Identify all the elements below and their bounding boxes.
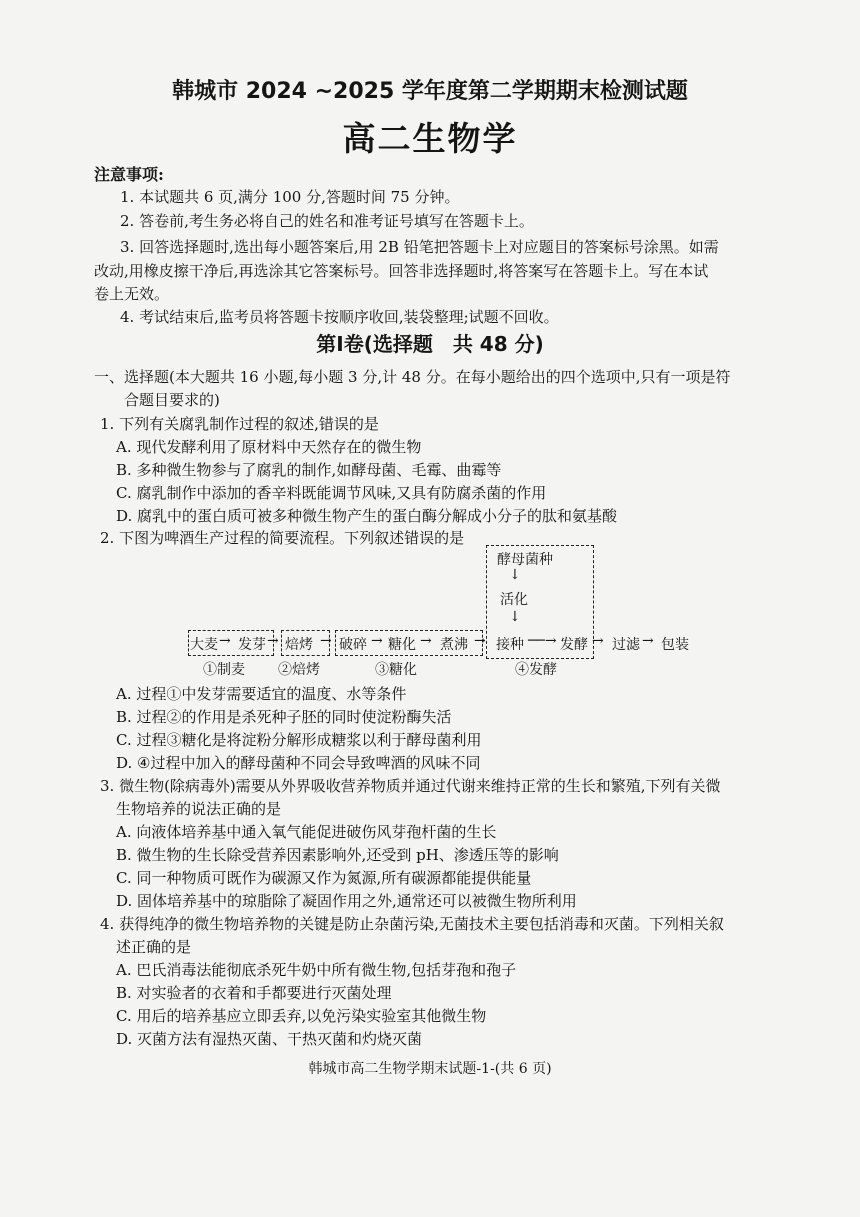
notice-item: 2. 答卷前,考生务必将自己的姓名和准考证号填写在答题卡上。 <box>120 212 534 230</box>
question-3-stem-cont: 生物培养的说法正确的是 <box>116 800 282 818</box>
question-1-option-b: B. 多种微生物参与了腐乳的制作,如酵母菌、毛霉、曲霉等 <box>116 461 502 479</box>
saccharify-dashed-box <box>335 630 483 656</box>
node-saccharify: 糖化 <box>388 637 416 653</box>
question-3-option-c: C. 同一种物质可既作为碳源又作为氮源,所有碳源都能提供能量 <box>116 869 532 887</box>
node-ferment: 发酵 <box>560 637 588 653</box>
step-label-1: ①制麦 <box>203 662 245 678</box>
arrow-right-icon: → <box>420 633 432 649</box>
notice-heading: 注意事项: <box>94 165 164 184</box>
question-3-option-a: A. 向液体培养基中通入氧气能促进破伤风芽孢杆菌的生长 <box>116 823 497 841</box>
question-3-option-b: B. 微生物的生长除受营养因素影响外,还受到 pH、渗透压等的影响 <box>116 846 559 864</box>
section-title: 第Ⅰ卷(选择题 共 48 分) <box>316 332 544 356</box>
question-4-option-a: A. 巴氏消毒法能彻底杀死牛奶中所有微生物,包括芽孢和孢子 <box>116 961 517 979</box>
notice-item: 1. 本试题共 6 页,满分 100 分,答题时间 75 分钟。 <box>120 188 460 206</box>
node-bake: 焙烤 <box>285 637 313 653</box>
yeast-dashed-box <box>486 545 594 659</box>
node-boil: 煮沸 <box>440 637 468 653</box>
arrow-down-icon: ↓ <box>509 609 521 625</box>
node-sprout: 发芽 <box>238 637 266 653</box>
step-label-2: ②焙烤 <box>278 662 320 678</box>
step-label-3: ③糖化 <box>375 662 417 678</box>
question-2-option-a: A. 过程①中发芽需要适宜的温度、水等条件 <box>116 685 407 703</box>
node-crush: 破碎 <box>339 637 367 653</box>
arrow-right-icon: ──→ <box>528 633 557 649</box>
question-2-option-d: D. ④过程中加入的酵母菌种不同会导致啤酒的风味不同 <box>116 754 481 772</box>
arrow-right-icon: → <box>592 633 604 649</box>
node-pack: 包装 <box>661 637 689 653</box>
node-activate: 活化 <box>500 592 528 608</box>
question-1-option-d: D. 腐乳中的蛋白质可被多种微生物产生的蛋白酶分解成小分子的肽和氨基酸 <box>116 507 618 525</box>
node-inoculate: 接种 <box>496 637 524 653</box>
section-intro: 合题目要求的) <box>124 391 220 409</box>
arrow-down-icon: ↓ <box>509 567 521 583</box>
subject-title: 高二生物学 <box>342 119 518 158</box>
exam-title: 韩城市 2024 ~2025 学年度第二学期期末检测试题 <box>172 79 688 104</box>
page-footer: 韩城市高二生物学期末试题-1-(共 6 页) <box>308 1061 552 1077</box>
arrow-right-icon: → <box>219 633 231 649</box>
arrow-right-icon: → <box>642 633 654 649</box>
arrow-right-icon: → <box>267 633 279 649</box>
question-2-option-c: C. 过程③糖化是将淀粉分解形成糖浆以利于酵母菌利用 <box>116 731 482 749</box>
node-filter: 过滤 <box>612 637 640 653</box>
question-4-option-d: D. 灭菌方法有湿热灭菌、干热灭菌和灼烧灭菌 <box>116 1030 423 1048</box>
question-1-option-c: C. 腐乳制作中添加的香辛料既能调节风味,又具有防腐杀菌的作用 <box>116 484 547 502</box>
arrow-right-icon: → <box>474 633 486 649</box>
question-2-stem: 2. 下图为啤酒生产过程的简要流程。下列叙述错误的是 <box>100 529 465 547</box>
arrow-right-icon: → <box>320 633 332 649</box>
question-2-option-b: B. 过程②的作用是杀死种子胚的同时使淀粉酶失活 <box>116 708 452 726</box>
step-label-4: ④发酵 <box>515 662 557 678</box>
question-4-stem: 4. 获得纯净的微生物培养物的关键是防止杂菌污染,无菌技术主要包括消毒和灭菌。下列相关叙 <box>100 915 724 933</box>
malting-dashed-box <box>188 630 274 656</box>
question-4-option-b: B. 对实验者的衣着和手都要进行灭菌处理 <box>116 984 392 1002</box>
baking-dashed-box <box>281 630 330 656</box>
question-3-stem: 3. 微生物(除病毒外)需要从外界吸收营养物质并通过代谢来维持正常的生长和繁殖,下列有关微 <box>100 777 721 795</box>
question-4-stem-cont: 述正确的是 <box>116 938 192 956</box>
notice-item: 改动,用橡皮擦干净后,再选涂其它答案标号。回答非选择题时,将答案写在答题卡上。写在本试 <box>94 262 709 280</box>
arrow-right-icon: → <box>371 633 383 649</box>
question-3-option-d: D. 固体培养基中的琼脂除了凝固作用之外,通常还可以被微生物所利用 <box>116 892 577 910</box>
question-1-option-a: A. 现代发酵利用了原材料中天然存在的微生物 <box>116 438 422 456</box>
node-yeast: 酵母菌种 <box>497 552 553 568</box>
question-1-stem: 1. 下列有关腐乳制作过程的叙述,错误的是 <box>100 415 379 433</box>
notice-item: 4. 考试结束后,监考员将答题卡按顺序收回,装袋整理;试题不回收。 <box>120 308 559 326</box>
notice-item: 卷上无效。 <box>94 285 170 303</box>
node-barley: 大麦 <box>190 637 218 653</box>
section-intro: 一、选择题(本大题共 16 小题,每小题 3 分,计 48 分。在每小题给出的四个选项中,只有一项是符 <box>94 368 731 386</box>
question-4-option-c: C. 用后的培养基应立即丢弃,以免污染实验室其他微生物 <box>116 1007 487 1025</box>
notice-item: 3. 回答选择题时,选出每小题答案后,用 2B 铅笔把答题卡上对应题目的答案标号涂黑。如需 <box>120 238 719 256</box>
